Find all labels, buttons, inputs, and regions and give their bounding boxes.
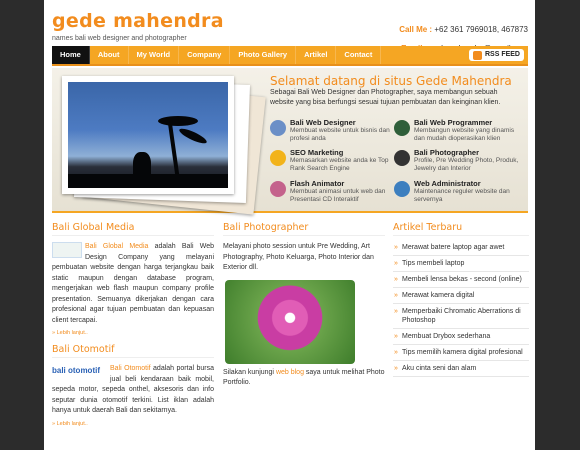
article-item[interactable]: » Membuat Drybox sederhana (393, 329, 529, 345)
sunset-photo (68, 82, 228, 188)
section-heading: Bali Global Media (52, 222, 214, 236)
service-desc: Memasarkan website anda ke Top Rank Search Engine (290, 157, 389, 172)
people-icon (270, 120, 286, 136)
read-more-link[interactable]: » Lebih lanjut.. (52, 420, 88, 427)
global-media-link[interactable]: Bali Global Media (85, 243, 149, 250)
article-item[interactable]: » Merawat batere laptop agar awet (393, 240, 529, 256)
service-photographer[interactable] (394, 148, 519, 173)
service-title: Bali Web Designer (290, 118, 356, 127)
service-web-designer[interactable] (270, 118, 395, 143)
service-title: Flash Animator (290, 179, 345, 188)
call-label: Call Me : (399, 25, 433, 34)
column-bali-global-media (52, 222, 214, 427)
global-media-logo (52, 242, 82, 258)
service-desc: Membuat website untuk bisnis dan profesi anda (290, 127, 390, 142)
global-media-body: adalah Bali Web Design Company yang melayani pembuatan website dengan harga terjangkau baik static maupun dengan database program, mengerjakan web flash maupun company profile presentation. Semuanya dikerjakan dengan cara profesional agar tujuan pembuatan dan kepuasan client tercapai. (52, 243, 214, 324)
welcome-heading: Selamat datang di situs Gede Mahendra (270, 74, 512, 88)
column-bali-photographer (223, 222, 385, 389)
featured-banner (52, 68, 528, 213)
service-desc: Membangun website yang dinamis dan mudah dioperasikan klien (414, 127, 515, 142)
section-heading: Bali Photographer (223, 222, 385, 236)
article-item[interactable]: » Memperbaiki Chromatic Aberrations di Photoshop (393, 304, 529, 329)
orchid-photo (225, 280, 355, 364)
nav-artikel[interactable]: Artikel (296, 46, 336, 64)
rss-icon (473, 51, 482, 60)
visit-pre: Silakan kunjungi (223, 368, 276, 376)
otomotif-logo: bali otomotif (52, 366, 100, 375)
nav-photo-gallery[interactable]: Photo Gallery (230, 46, 296, 64)
service-web-admin[interactable] (394, 179, 519, 204)
nav-home[interactable]: Home (52, 46, 90, 64)
nav-my-world[interactable]: My World (129, 46, 180, 64)
web-blog-link[interactable]: web blog (275, 368, 304, 376)
visit-blog-text (223, 368, 385, 389)
article-item[interactable]: » Merawat kamera digital (393, 288, 529, 304)
service-title: SEO Marketing (290, 148, 344, 157)
photo-card-front (62, 76, 234, 194)
service-desc: Membuat animasi untuk web dan Presentasi CD Interaktif (290, 188, 386, 203)
read-more-link[interactable]: » Lebih lanjut.. (52, 330, 88, 336)
rss-label: RSS FEED (484, 51, 520, 58)
article-item[interactable]: » Aku cinta seni dan alam (393, 361, 529, 377)
service-seo[interactable] (270, 148, 395, 173)
rss-feed-button[interactable] (469, 49, 524, 61)
otomotif-text (52, 364, 214, 417)
site-tagline: names bali web designer and photographer (52, 35, 187, 42)
camera-icon (394, 150, 410, 166)
service-flash[interactable] (270, 179, 395, 204)
photographer-text: Melayani photo session untuk Pre Wedding, Art Photography, Photo Keluarga, Photo Interior dan Exterior dll. (223, 243, 374, 271)
service-desc: Profile, Pre Wedding Photo, Produk, Jewelry dan Interior (414, 157, 519, 172)
main-nav (52, 46, 528, 66)
otomotif-body: adalah portal bursa jual beli kendaraan baik mobil, sepeda motor, sepeda onthel, aksesoris dan info seputar dunia otomotif terkini. List iklan adalah hanya untuk daerah Bali dan sekitarnya. (52, 365, 214, 414)
article-item[interactable]: » Membeli lensa bekas - second (online) (393, 272, 529, 288)
article-item[interactable]: » Tips memilih kamera digital profesional (393, 345, 529, 361)
nav-about[interactable]: About (90, 46, 129, 64)
service-desc: Maintenance reguler website dan servernya (414, 188, 510, 203)
nav-contact[interactable]: Contact (336, 46, 381, 64)
welcome-intro: Sebagai Bali Web Designer dan Photographer, saya membangun sebuah website yang bisa berfungsi sesuai tujuan pembuatan dan keinginan klien. (270, 89, 501, 106)
global-media-text (52, 242, 214, 326)
section-heading: Bali Otomotif (52, 344, 214, 358)
service-title: Bali Photographer (414, 148, 480, 157)
article-list (393, 240, 529, 377)
section-heading: Artikel Terbaru (393, 222, 529, 236)
service-title: Bali Web Programmer (414, 118, 493, 127)
photo-stack (58, 74, 263, 209)
column-artikel-terbaru (393, 222, 529, 377)
star-icon (270, 150, 286, 166)
flower-icon (270, 181, 286, 197)
nav-company[interactable]: Company (179, 46, 230, 64)
otomotif-link[interactable]: Bali Otomotif (110, 365, 151, 372)
visit-post: saya untuk melihat Photo Portfolio. (223, 368, 385, 386)
call-value: +62 361 7969018, 467873 (434, 25, 528, 34)
service-web-programmer[interactable] (394, 118, 519, 143)
article-item[interactable]: » Tips membeli laptop (393, 256, 529, 272)
gear-icon (394, 120, 410, 136)
page (44, 0, 535, 450)
service-title: Web Administrator (414, 179, 481, 188)
site-logo[interactable]: gede mahendra (52, 10, 224, 32)
globe-icon (394, 181, 410, 197)
